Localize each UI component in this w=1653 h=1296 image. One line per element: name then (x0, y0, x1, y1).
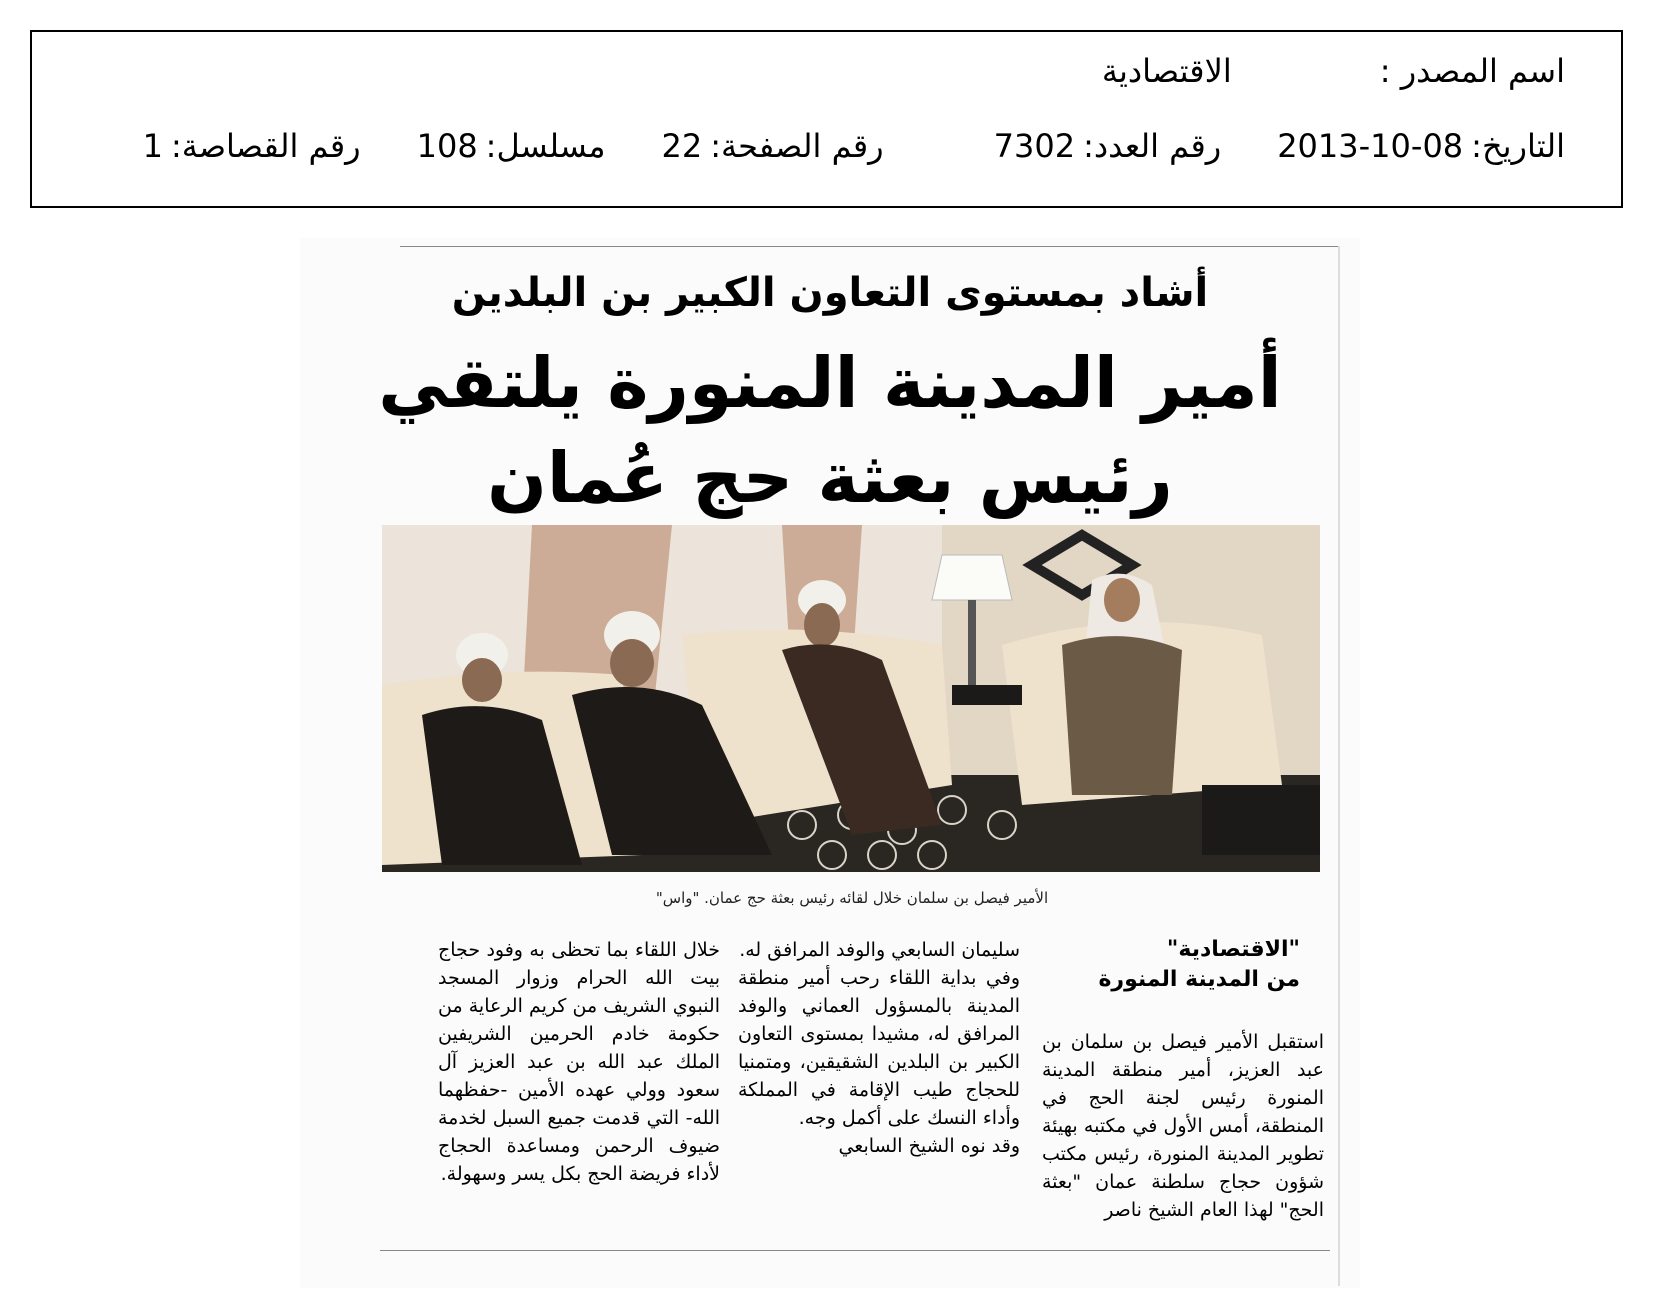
serial-value: 108 (416, 127, 478, 165)
clip-field (143, 127, 361, 165)
page-field (662, 127, 884, 165)
page-value: 22 (661, 127, 703, 165)
column-right-text: استقبل الأمير فيصل بن سلمان بن عبد العزيز، أمير منطقة المدينة المنورة رئيس لجنة الحج في المنطقة، أمس الأول في مكتبه بهيئة تطوير المدينة المنورة، رئيس مكتب شؤون حجاج سلطنة عمان "بعثة الحج" لهذا العام الشيخ ناصر (1042, 1031, 1324, 1221)
photo-caption: الأمير فيصل بن سلمان خلال لقائه رئيس بعثة حج عمان. "واس" (655, 889, 1049, 907)
top-rule (400, 246, 1340, 247)
column-left-text: خلال اللقاء بما تحظى به وفود حجاج بيت الله الحرام وزوار المسجد النبوي الشريف من كريم الرعاية من حكومة خادم الحرمين الشريفين الملك عبد الله بن عبد العزيز آل سعود وولي عهده الأمين -حفظهما الله- التي قدمت جميع السبل لخدمة ضيوف الرحمن ومساعدة الحجاج لأداء فريضة الحج بكل يسر وسهولة. (438, 939, 720, 1185)
clip-label: رقم القصاصة: (170, 127, 361, 165)
lamp-shade (932, 555, 1012, 600)
byline-source: "الاقتصادية" (1166, 937, 1300, 962)
lamp-stand (968, 600, 976, 690)
source-label: اسم المصدر : (1379, 52, 1565, 90)
serial-field (417, 127, 606, 165)
column-middle-text-1: سليمان السابعي والوفد المرافق له. (739, 939, 1020, 961)
date-label: التاريخ: (1471, 127, 1565, 165)
byline-location: من المدينة المنورة (1098, 967, 1300, 992)
date-value: 2013-10-08 (1277, 127, 1464, 165)
side-table (952, 685, 1022, 705)
page-label: رقم الصفحة: (710, 127, 884, 165)
article-column-left (438, 936, 720, 1188)
column-middle-text-2: وفي بداية اللقاء رحب أمير منطقة المدينة بالمسؤول العماني والوفد المرافق له، مشيدا بمستوى التعاون الكبير بن البلدين الشقيقين، ومتمنيا للحجاج طيب الإقامة في المملكة وأداء النسك على أكمل وجه. (738, 967, 1020, 1129)
article-byline (1098, 935, 1300, 995)
headline-line-1: أمير المدينة المنورة يلتقي (378, 342, 1282, 424)
source-value: الاقتصادية (1101, 52, 1232, 90)
article-column-right (1042, 1028, 1324, 1224)
date-field (1277, 127, 1565, 165)
issue-label: رقم العدد: (1083, 127, 1222, 165)
meeting-photo-illustration (382, 525, 1320, 872)
coffee-table (1202, 785, 1320, 855)
issue-value: 7302 (993, 127, 1076, 165)
issue-field (994, 127, 1222, 165)
article-column-middle (738, 936, 1020, 1160)
newspaper-clipping (300, 238, 1360, 1288)
source-info-box (30, 30, 1623, 208)
serial-label: مسلسل: (485, 127, 606, 165)
article-kicker: أشاد بمستوى التعاون الكبير بن البلدين (451, 270, 1209, 316)
meeting-photo (382, 525, 1320, 872)
column-middle-text-3: وقد نوه الشيخ السابعي (838, 1135, 1020, 1157)
headline-line-2: رئيس بعثة حج عُمان (487, 437, 1173, 519)
clip-value: 1 (142, 127, 163, 165)
issue-details-row (88, 127, 1565, 165)
bottom-rule (380, 1250, 1330, 1251)
source-row (88, 52, 1565, 90)
